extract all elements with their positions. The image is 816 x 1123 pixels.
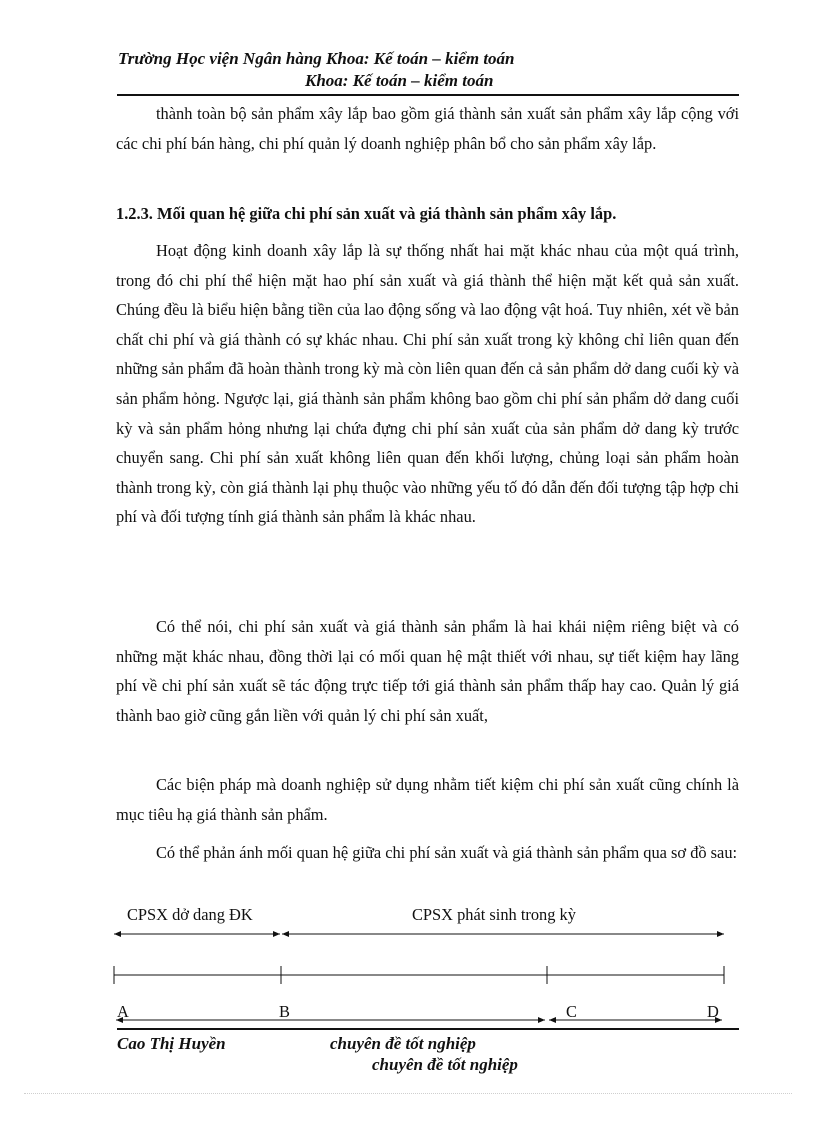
point-c: C bbox=[566, 1002, 577, 1021]
point-a: A bbox=[117, 1002, 129, 1021]
header-rule bbox=[117, 94, 739, 96]
footer-title-1: chuyên đề tốt nghiệp bbox=[330, 1034, 476, 1053]
paragraph-2-text: Hoạt động kinh doanh xây lắp là sự thống nhất hai mặt khác nhau của một quá trình, trong đó chi phí thể hiện mặt hao phí sản xuất và giá thành thể hiện mặt kết quả sản xuất. Chúng đều là biểu hiện bằng tiền của lao động sống và lao động vật hoá. Tuy nhiên, xét về bản chất chi phí và giá thành có sự khác nhau. Chi phí sản xuất trong kỳ không chỉ liên quan đến những sản phẩm đã hoàn thành trong kỳ mà còn liên quan đến cả sản phẩm dở dang cuối kỳ và sản phẩm hỏng. Ngược lại, giá thành sản phẩm không bao gồm chi phí sản phẩm dở dang cuối kỳ và sản phẩm hỏng nhưng lại chứa đựng chi phí sản xuất của sản phẩm dở dang kỳ trước chuyển sang. Chi phí sản xuất không liên quan đến khối lượng, chủng loại sản phẩm hoàn thành trong kỳ, còn giá thành lại phụ thuộc vào những yếu tố đó dẫn đến đối tượng tập hợp chi phí và đối tượng tính giá thành sản phẩm là khác nhau. bbox=[116, 241, 739, 527]
label-opening-wip-cost: CPSX dở dang ĐK bbox=[127, 905, 253, 924]
cost-relationship-diagram bbox=[0, 900, 816, 1040]
paragraph-2 bbox=[116, 236, 739, 532]
point-d: D bbox=[707, 1002, 719, 1021]
label-incurred-cost: CPSX phát sinh trong kỳ bbox=[412, 905, 576, 924]
paragraph-3-text: Có thể nói, chi phí sản xuất và giá thành sản phẩm là hai khái niệm riêng biệt và có những mặt khác nhau, đồng thời lại có mối quan hệ mật thiết với nhau, sự tiết kiệm hay lãng phí về chi phí sản xuất sẽ tác động trực tiếp tới giá thành sản phẩm thấp hay cao. Quản lý giá thành bao giờ cũng gắn liền với quản lý chi phí sản xuất, bbox=[116, 617, 739, 725]
header-line-2: Khoa: Kế toán – kiểm toán bbox=[305, 71, 494, 90]
footer-author: Cao Thị Huyền bbox=[117, 1034, 226, 1053]
section-heading: 1.2.3. Mối quan hệ giữa chi phí sản xuất và giá thành sản phẩm xây lắp. bbox=[116, 204, 617, 223]
paragraph-1 bbox=[116, 99, 739, 158]
footer-title-2: chuyên đề tốt nghiệp bbox=[372, 1055, 518, 1074]
paragraph-1-text: thành toàn bộ sản phẩm xây lắp bao gồm giá thành sản xuất sản phẩm xây lắp cộng với các chi phí bán hàng, chi phí quản lý doanh nghiệp phân bổ cho sản phẩm xây lắp. bbox=[116, 104, 739, 153]
paragraph-4 bbox=[116, 770, 739, 829]
paragraph-5 bbox=[116, 838, 739, 868]
paragraph-5-text: Có thể phản ánh mối quan hệ giữa chi phí sản xuất và giá thành sản phẩm qua sơ đồ sau: bbox=[156, 843, 738, 862]
point-b: B bbox=[279, 1002, 290, 1021]
footer-rule bbox=[117, 1028, 739, 1030]
header-line-1: Trường Học viện Ngân hàng Khoa: Kế toán – kiểm toán bbox=[118, 49, 515, 68]
paragraph-4-text: Các biện pháp mà doanh nghiệp sử dụng nhằm tiết kiệm chi phí sản xuất cũng chính là mục tiêu hạ giá thành sản phẩm. bbox=[116, 775, 739, 824]
page-bottom-dotted-line bbox=[24, 1093, 792, 1094]
paragraph-3 bbox=[116, 612, 739, 730]
